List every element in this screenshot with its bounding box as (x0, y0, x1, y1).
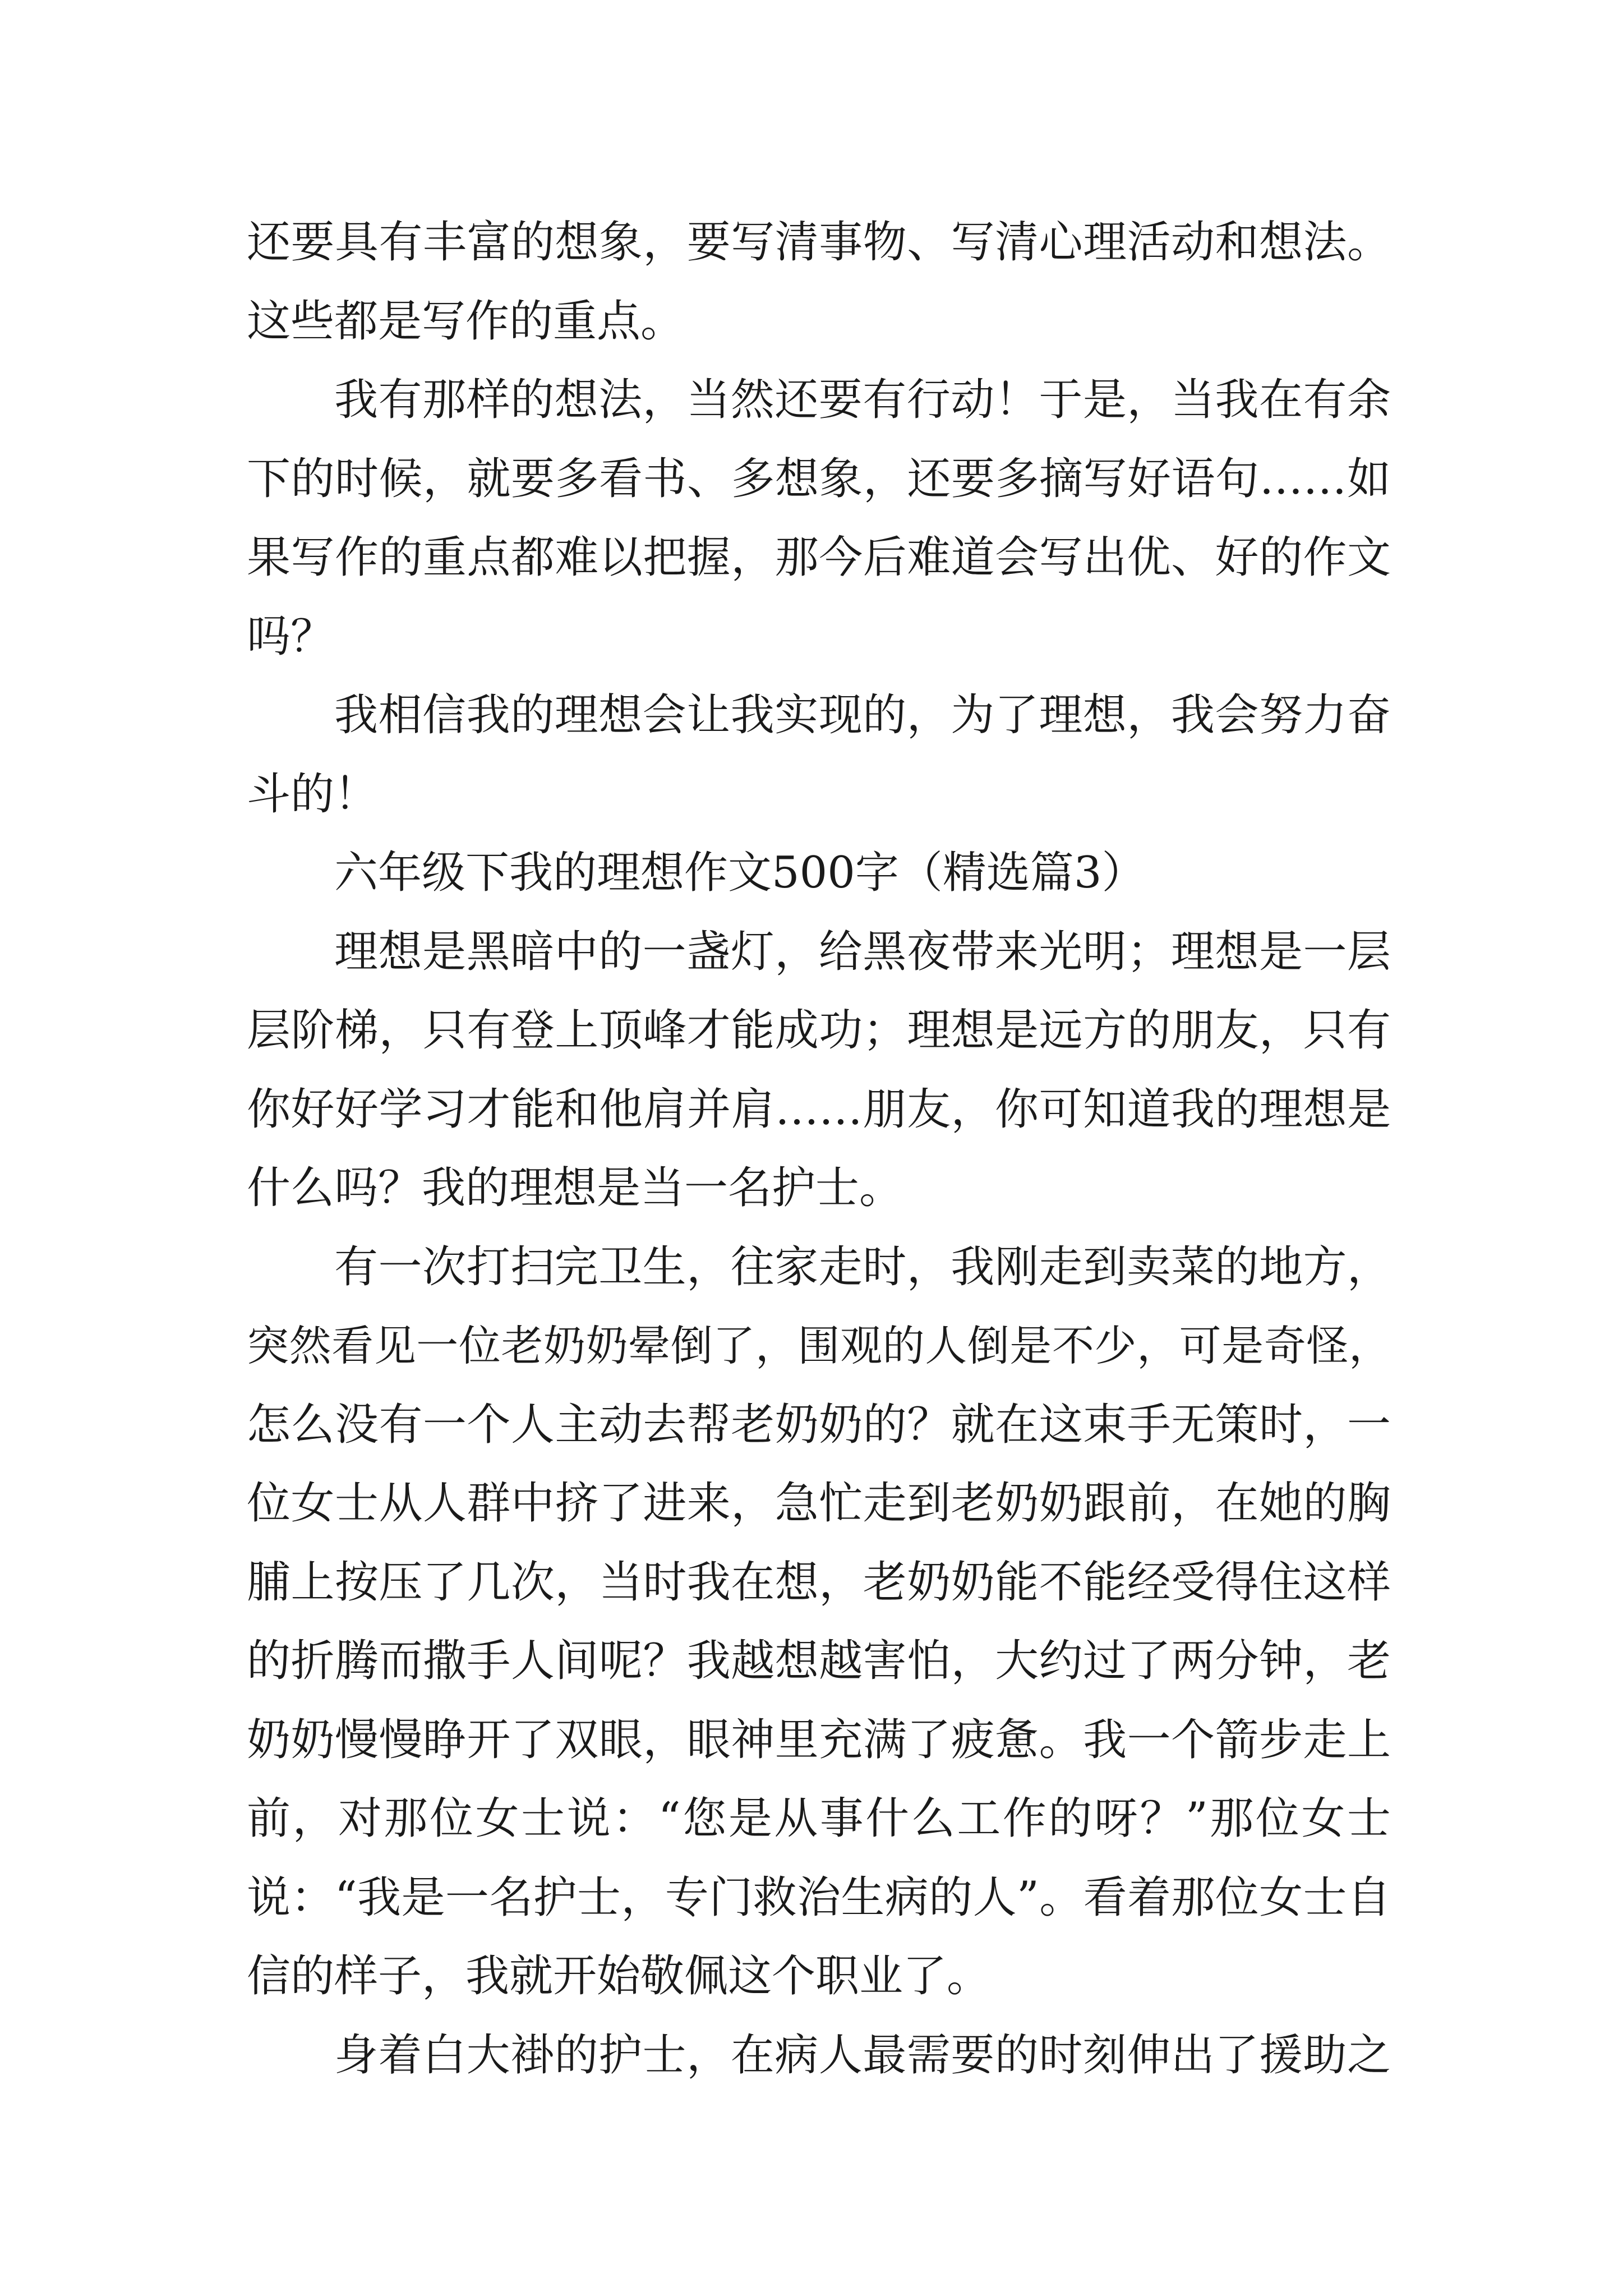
text-line: 什么吗？我的理想是当一名护士。 (247, 1163, 903, 1213)
text-line: 位女士从人群中挤了进来，急忙走到老奶奶跟前，在她的胸 (247, 1478, 1391, 1529)
text-line: 果写作的重点都难以把握，那今后难道会写出优、好的作文 (247, 532, 1391, 583)
paragraph-start-line: 理想是黑暗中的一盏灯，给黑夜带来光明；理想是一层 (334, 926, 1391, 977)
text-line: 下的时候，就要多看书、多想象，还要多摘写好语句……如 (247, 453, 1391, 504)
paragraph-start-line: 身着白大褂的护士，在病人最需要的时刻伸出了援助之 (334, 2030, 1391, 2081)
text-line: 信的样子，我就开始敬佩这个职业了。 (247, 1951, 991, 2001)
text-line: 吗？ (247, 611, 335, 662)
text-line: 这些都是写作的重点。 (247, 296, 685, 347)
section-heading: 六年级下我的理想作文500字（精选篇3） (334, 848, 1146, 898)
text-line: 突然看见一位老奶奶晕倒了，围观的人倒是不少，可是奇怪， (247, 1321, 1391, 1370)
text-line: 奶奶慢慢睁开了双眼，眼神里充满了疲惫。我一个箭步走上 (247, 1714, 1391, 1765)
text-line: 怎么没有一个人主动去帮老奶奶的？就在这束手无策时，一 (247, 1399, 1391, 1450)
text-line: 前，对那位女士说：“您是从事什么工作的呀？”那位女士 (247, 1793, 1391, 1844)
text-line: 脯上按压了几次，当时我在想，老奶奶能不能经受得住这样 (247, 1557, 1391, 1608)
text-line: 还要具有丰富的想象，要写清事物、写清心理活动和想法。 (247, 217, 1391, 268)
paragraph-start-line: 我相信我的理想会让我实现的，为了理想，我会努力奋 (334, 690, 1391, 740)
text-line: 说：“我是一名护士，专门救治生病的人”。看着那位女士自 (247, 1872, 1391, 1923)
text-line: 的折腾而撒手人间呢？我越想越害怕，大约过了两分钟，老 (247, 1636, 1391, 1686)
paragraph-start-line: 有一次打扫完卫生，往家走时，我刚走到卖菜的地方， (334, 1241, 1391, 1292)
text-line: 层阶梯，只有登上顶峰才能成功；理想是远方的朋友，只有 (247, 1005, 1391, 1056)
text-line: 斗的！ (247, 769, 379, 820)
text-line: 你好好学习才能和他肩并肩……朋友，你可知道我的理想是 (247, 1084, 1391, 1135)
document-body (247, 203, 1391, 2095)
paragraph-start-line: 我有那样的想法，当然还要有行动！于是，当我在有余 (334, 375, 1391, 425)
